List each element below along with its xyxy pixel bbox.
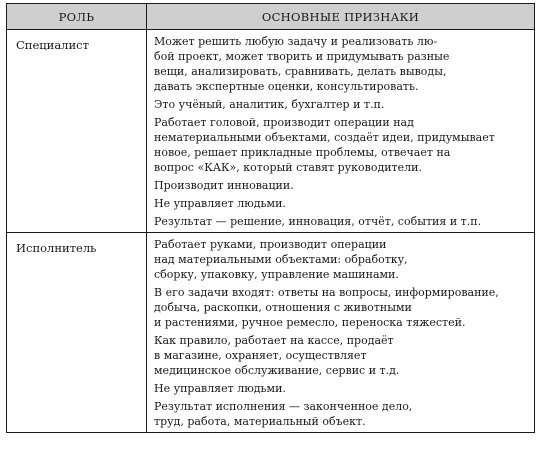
roles-table [6,3,535,433]
feature-paragraph: Может решить любую задачу и реализовать лю- бой проект, может творить и придумывать разные вещи, анализировать, сравнивать, делать выводы, давать экспертные оценки, консультировать. [154,35,450,93]
feature-paragraph: Работает головой, производит операции над нематериальными объектами, создаёт идеи, придумывает новое, решает прикладные проблемы, отвечает на вопрос «КАК», который ставят руководители. [154,116,495,174]
table-row-specialist [7,30,535,233]
feature-paragraph: Результат исполнения — законченное дело, труд, работа, материальный объект. [154,400,413,428]
feature-paragraph: Работает руками, производит операции над материальными объектами: обработку, сборку, упаковку, управление машинами. [154,238,408,281]
table-row-executor [7,233,535,433]
role-cell-executor: Исполнитель [7,233,147,433]
feature-paragraph: Не управляет людьми. [154,382,286,395]
feature-paragraph: Результат — решение, инновация, отчёт, события и т.п. [154,215,482,228]
feature-paragraph: Как правило, работает на кассе, продаёт в магазине, охраняет, осуществляет медицинское обслуживание, сервис и т.д. [154,334,400,377]
column-header-features: ОСНОВНЫЕ ПРИЗНАКИ [147,4,535,30]
features-cell-executor [147,233,535,433]
column-header-role: РОЛЬ [7,4,147,30]
table-header-row [7,4,535,30]
feature-paragraph: В его задачи входят: ответы на вопросы, информирование, добыча, раскопки, отношения с животными и растениями, ручное ремесло, переноска тяжестей. [154,286,499,329]
role-cell-specialist: Специалист [7,30,147,233]
feature-paragraph: Не управляет людьми. [154,197,286,210]
features-cell-specialist [147,30,535,233]
feature-paragraph: Производит инновации. [154,179,294,192]
feature-paragraph: Это учёный, аналитик, бухгалтер и т.п. [154,98,385,111]
